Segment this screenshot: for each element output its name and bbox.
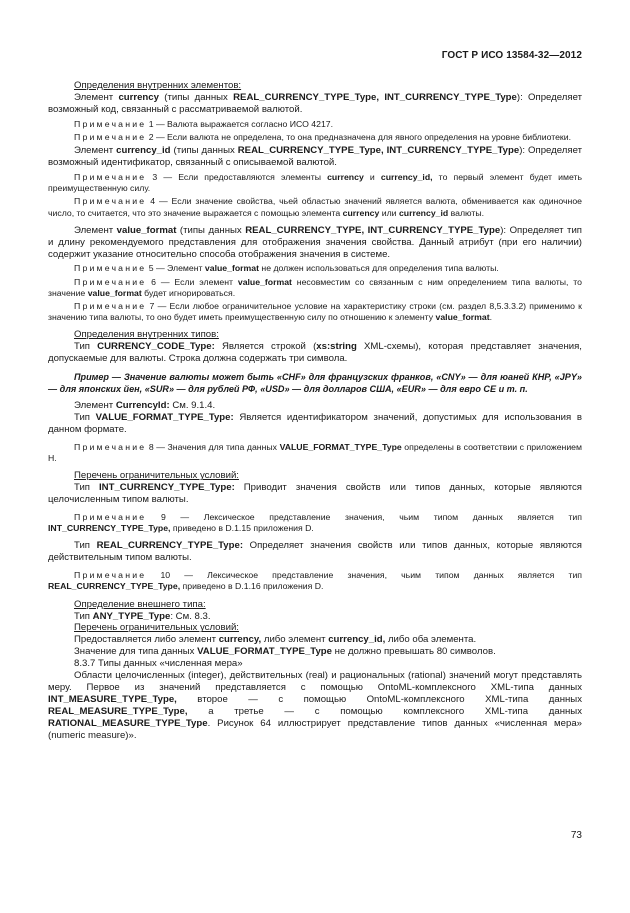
text-run: См. 9.1.4.	[169, 400, 216, 412]
text-run: XML-схемы), которая представляет значения, допускаемые для валюты. Строка должна содержать три символа.	[48, 341, 582, 365]
text-run: Значение для типа данных	[74, 646, 198, 658]
note-2	[48, 132, 582, 143]
note-label: Примечание	[74, 301, 147, 312]
text-run: Элемент	[74, 224, 117, 236]
section-heading-internal-elements: Определения внутренних элементов:	[74, 80, 242, 91]
section-heading-external-type: Определение внешнего типа:	[74, 598, 206, 610]
note-label: Примечание	[74, 171, 147, 182]
text-run: определены в соответствии с приложением Н.	[48, 441, 582, 464]
bold-term: currency_id,	[380, 171, 433, 182]
bold-term: INT_CURRENCY_TYPE_Type,	[48, 523, 171, 534]
note-5	[48, 263, 582, 274]
bold-term: value_format	[204, 263, 259, 274]
text-run: валюты.	[448, 207, 485, 218]
text-run: второе — с помощью OntoML-комплексного XML-типа данных	[176, 693, 582, 705]
section-heading-internal-types: Определения внутренних типов:	[74, 329, 219, 341]
bold-term: REAL_MEASURE_TYPE_Type,	[48, 705, 188, 717]
text-run: то первый элемент будет иметь преимущественную силу.	[48, 171, 583, 194]
bold-term: VALUE_FORMAT_TYPE_Type	[279, 441, 402, 452]
paragraph-constraint-value-format	[48, 646, 582, 658]
text-run: приведено в D.1.15 приложения D.	[170, 523, 314, 534]
bold-term: currency_id	[398, 207, 449, 218]
text-run: Предоставляется либо элемент	[74, 634, 219, 646]
text-run: Тип	[74, 610, 93, 622]
example-currency-values: Пример — Значение валюты может быть «CHF» для французских франков, «CNY» — для юаней КНР, «JPY» — для японских йен, «SUR» — для рублей РФ, «USD» — для долларов США, «EUR» — для евро СЕ и т. п.	[48, 372, 582, 395]
bold-term: currency_id,	[328, 634, 386, 646]
note-1	[48, 119, 582, 130]
bold-term: currency_id	[116, 145, 171, 157]
bold-term: currency	[342, 207, 380, 218]
paragraph-constraint-currency	[48, 634, 582, 646]
paragraph-currency-code-type	[48, 341, 582, 365]
bold-term: currency	[327, 171, 364, 182]
text-run: Тип	[74, 482, 99, 494]
text-run: 3 — Если предоставляются элементы	[146, 171, 328, 182]
note-label: Примечание	[74, 131, 147, 142]
note-10	[48, 570, 582, 592]
bold-term: value_format	[116, 224, 177, 236]
bold-term: value_format	[435, 312, 490, 323]
text-run: 6 — Если элемент	[146, 276, 238, 287]
text-run: (типы данных	[176, 224, 246, 236]
text-run: : См. 8.3.	[170, 610, 211, 622]
text-run: ): Определяет тип и длину рекомендуемого представления для отображения значения свойства. Данный атрибут (при его наличии) содержит указание относительно способа отображения значения в системе.	[48, 224, 582, 260]
bold-term: currency	[118, 91, 159, 103]
note-label: Примечание	[74, 441, 147, 452]
text-run: (типы данных	[170, 145, 238, 157]
text-run: Тип	[74, 341, 98, 353]
text-run: Является строкой (	[214, 341, 317, 353]
text-run: 9 — Лексическое представление значения, чьим типом данных является тип	[146, 512, 582, 523]
note-8	[48, 442, 582, 464]
bold-term: REAL_CURRENCY_TYPE_Type:	[96, 540, 244, 552]
text-run: несовместим со связанным с ним определением типа валюты, то значение	[48, 276, 582, 298]
note-4	[48, 196, 582, 218]
text-run: Тип	[74, 412, 96, 424]
text-run: 10 — Лексическое представление значения, чьим типом данных является тип	[146, 570, 582, 581]
subsection-title-numeric-measure: 8.3.7 Типы данных «численная мера»	[74, 658, 243, 670]
note-7	[48, 301, 582, 323]
text-run: Тип	[74, 540, 97, 552]
text-run: либо элемент	[261, 634, 329, 646]
bold-term: CURRENCY_CODE_Type:	[97, 341, 215, 353]
note-label: Примечание	[74, 276, 147, 287]
text-run: . Рисунок 64 иллюстрирует представление типов данных «численная мера» (numeric measure)».	[48, 717, 582, 741]
bold-term: REAL_CURRENCY_TYPE_Type, INT_CURRENCY_TYPE_Type	[233, 91, 517, 103]
bold-term: REAL_CURRENCY_TYPE_Type, INT_CURRENCY_TYPE_Type	[237, 145, 520, 157]
document-header: ГОСТ Р ИСО 13584-32—2012	[441, 50, 582, 61]
text-run: Является идентификатором значений, допустимых для использования в данном формате.	[48, 412, 582, 436]
note-label: Примечание	[74, 263, 147, 274]
paragraph-currency-id-element	[48, 400, 582, 412]
text-run: 4 — Если значение свойства, чьей областью значений является валюта, обменивается как одиночное число, то считается, что это значение выражается с помощью элемента	[48, 196, 582, 218]
text-run: а третье — с помощью комплексного XML-типа данных	[187, 705, 582, 717]
bold-term: ANY_TYPE_Type	[92, 610, 171, 622]
note-label: Примечание	[74, 512, 147, 523]
text-run: не должно превышать 80 символов.	[331, 646, 496, 658]
note-text: 2 — Если валюта не определена, то она предназначена для явного определения на уровне библиотеки.	[146, 131, 572, 142]
note-6	[48, 277, 582, 299]
page-number: 73	[570, 830, 582, 841]
bold-term: xs:string	[316, 341, 357, 353]
text-run: .	[489, 312, 493, 323]
page-content	[48, 80, 582, 745]
bold-term: VALUE_FORMAT_TYPE_Type	[197, 646, 332, 658]
text-run: Элемент	[74, 91, 119, 103]
paragraph-currency	[48, 92, 582, 116]
text-run: Области целочисленных (integer), действительных (real) и рациональных (rational) значений могут представлять меру. Первое из значений представляется с помощью OntoML-комплексного XML-типа данных	[48, 670, 582, 694]
bold-term: CurrencyId:	[115, 400, 170, 412]
paragraph-real-currency-type	[48, 540, 582, 564]
bold-term: INT_CURRENCY_TYPE_Type:	[99, 482, 235, 494]
text-run: и	[363, 171, 381, 182]
bold-term: REAL_CURRENCY_TYPE_Type,	[48, 581, 181, 592]
text-run: приведено в D.1.16 приложения D.	[180, 581, 324, 592]
bold-term: value_format	[87, 287, 142, 298]
bold-term: VALUE_FORMAT_TYPE_Type:	[95, 412, 234, 424]
text-run: Элемент	[74, 145, 117, 157]
text-run: будет игнорироваться.	[141, 287, 236, 298]
note-label: Примечание	[74, 196, 147, 207]
bold-term: REAL_CURRENCY_TYPE, INT_CURRENCY_TYPE_Type	[245, 224, 501, 236]
bold-term: RATIONAL_MEASURE_TYPE_Type	[48, 717, 208, 729]
text-run: 5 — Элемент	[146, 263, 205, 274]
section-heading-constraints-2: Перечень ограничительных условий:	[74, 622, 239, 634]
text-run: не должен использоваться для определения типа валюты.	[259, 263, 499, 274]
paragraph-any-type	[48, 611, 582, 623]
text-run: Элемент	[74, 400, 116, 412]
text-run: или	[379, 207, 399, 218]
text-run: ): Определяет возможный код, связанный с рассматриваемой валютой.	[48, 91, 582, 115]
note-label: Примечание	[74, 118, 147, 129]
bold-term: INT_MEASURE_TYPE_Type,	[48, 693, 177, 705]
text-run: Приводит значения свойств или типов данных, которые являются целочисленным типом валюты.	[48, 482, 582, 506]
note-3	[48, 172, 582, 194]
paragraph-int-currency-type	[48, 482, 582, 506]
text-run: 7 — Если любое ограничительное условие на характеристику строки (см. раздел 8,5.3.3.2) применимо к значению типа валюты, то оно будет иметь преимущественную силу по отношению к элементу	[48, 301, 582, 323]
paragraph-value-format	[48, 225, 582, 261]
text-run: (типы данных	[158, 91, 234, 103]
note-label: Примечание	[74, 570, 147, 581]
paragraph-numeric-measure	[48, 670, 582, 741]
text-run: 8 — Значения для типа данных	[146, 441, 280, 452]
section-heading-constraints-1: Перечень ограничительных условий:	[74, 470, 239, 482]
bold-term: value_format	[237, 276, 292, 287]
note-9	[48, 512, 582, 534]
text-run: либо оба элемента.	[385, 634, 477, 646]
bold-term: currency,	[218, 634, 262, 646]
paragraph-currency-id	[48, 145, 582, 169]
text-run: Определяет значения свойств или типов данных, которые являются действительным типом валюты.	[48, 540, 582, 564]
text-run: ): Определяет возможный идентификатор, связанный с описываемой валютой.	[48, 145, 582, 169]
paragraph-value-format-type	[48, 412, 582, 436]
note-text: 1 — Валюта выражается согласно ИСО 4217.	[146, 118, 334, 129]
